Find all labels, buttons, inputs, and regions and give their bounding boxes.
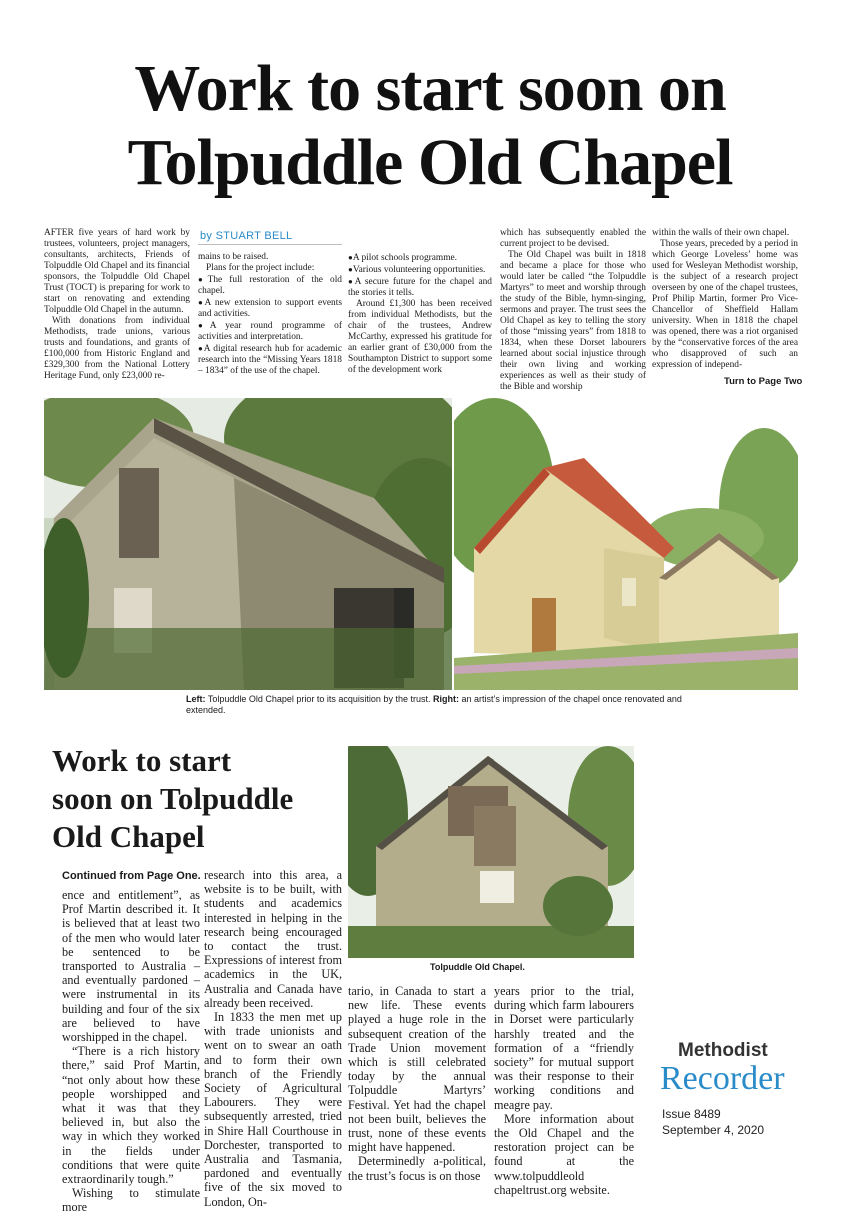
main-headline	[40, 52, 820, 200]
bullet-item: ● A digital research hub for academic research into the “Missing Years 1818 – 1834” of the use of the chapel.	[198, 343, 342, 377]
paragraph: In 1833 the men met up with trade unionists and went on to swear an oath and to form their own branch of the Friendly Society of Agricultural Labourers. They were subsequently arrested, tried in Shire Hall Courthouse in Dorchester, transported to Australia and Tasmania, pardoned and eventually five of the six moved to London, On-	[204, 1010, 342, 1209]
headline-line-2: Tolpuddle Old Chapel	[127, 126, 733, 199]
caption-left-text: Tolpuddle Old Chapel prior to its acquisition by the trust.	[205, 694, 433, 704]
paragraph: Plans for the project include:	[206, 263, 315, 273]
chapel-illustration	[454, 398, 798, 690]
bullet-item: ● Various volunteering opportunities.	[348, 264, 492, 276]
article-column-5	[652, 228, 798, 371]
body-column-2	[204, 868, 342, 1209]
bullet-item: ● A new extension to support events and activities.	[198, 297, 342, 320]
paragraph: With donations from individual Methodists, trade unions, various trusts and foundations, and grants of £100,000 from Historic England and £329,300 from the National Lottery Heritage Fund, only £23,000 re-	[44, 316, 190, 381]
brand-line-1: Methodist	[678, 1040, 768, 1061]
byline: by STUART BELL	[200, 230, 293, 242]
article-column-1	[44, 228, 190, 382]
paragraph: The Old Chapel was built in 1818 and became a place for those who would later be called “the Tolpuddle Martyrs” to meet and worship through the study of the Bible, hymn-singing, sermons and prayer. The trust sees the Old Chapel as key to telling the story of those “missing years” from 1818 to 1834, when these Dorset labourers learned about social injustice through their own living and working experiences as well as their study of the Bible and worship	[500, 250, 646, 392]
paragraph: Around £1,300 has been received from individual Methodists, but the chair of the trustees, Andrew McCarthy, expressed his gratitude for an earlier grant of £30,000 from the Southampton District to support some of the development work	[348, 299, 492, 375]
bullet-item: ● A secure future for the chapel and the stories it tells.	[348, 276, 492, 299]
paragraph: years prior to the trial, during which farm labourers in Dorset were particularly harshly treated and the formation of a “friendly society” for mutual support was their response to their working conditions and meagre pay.	[494, 984, 634, 1112]
headline2-line-3: Old Chapel	[52, 819, 205, 854]
paragraph: Those years, preceded by a period in which George Loveless’ home was used for Wesleyan Methodist worship, is the subject of a research project overseen by one of the chapel trustees, Prof Philip Martin, former Pro Vice-Chancellor of Sheffield Hallam university. When in 1818 the chapel was opened, there was a riot organised by the “conservative forces of the area who disapproved of such an expression of independ-	[652, 239, 798, 370]
caption-right-label: Right:	[432, 694, 459, 704]
paragraph: AFTER five years of hard work by trustees, volunteers, project managers, consultants, architects, Friends of Tolpuddle Old Chapel and its financial sponsors, the Tolpuddle Old Chapel Trust (TOCT) is preparing for work to start on renovating and extending Tolpuddle Old Chapel in the autumn.	[44, 228, 190, 315]
paragraph: More information about the Old Chapel and the restoration project can be found at the www.tolpuddleold chapeltrust.org website.	[494, 1111, 634, 1197]
methodist-recorder-logo	[660, 1040, 830, 1096]
issue-number: Issue 8489	[662, 1107, 721, 1121]
top-photo-caption	[186, 694, 706, 716]
bottom-photo-caption: Tolpuddle Old Chapel.	[430, 962, 525, 972]
issue-date: September 4, 2020	[662, 1123, 765, 1137]
paragraph: within the walls of their own chapel.	[652, 228, 790, 238]
headline2-line-1: Work to start	[52, 743, 232, 778]
headline2-line-2: soon on Tolpuddle	[52, 781, 294, 816]
paragraph: Wishing to stimulate more	[62, 1186, 200, 1215]
bullet-item: ● The full restoration of the old chapel.	[198, 274, 342, 297]
bullet-item: ● A pilot schools programme.	[348, 252, 492, 264]
caption-left-label: Left:	[186, 694, 206, 704]
continued-note: Continued from Page One.	[62, 870, 201, 882]
paragraph: tario, in Canada to start a new life. These events played a huge role in the subsequent creation of the Trade Union movement which is still celebrated today by the annual Tolpuddle Martyrs’ Festival. Yet had the chapel not been built, believes the trust, none of these events might have happened.	[348, 984, 486, 1155]
article-column-4	[500, 228, 646, 393]
old-chapel-photo	[44, 398, 452, 690]
paragraph: mains to be raised.	[198, 252, 269, 262]
caption-right-text: an artist’s impression of the chapel once renovated and extended.	[186, 694, 682, 715]
paragraph: “There is a rich history there,” said Prof Martin, “not only about how these people worshipped and what it was that they believed in, but also the way in which they worked in the fields under conditions that were quite extraordinarily tough.”	[62, 1044, 200, 1187]
bullet-item: ● A year round programme of activities and interpretation.	[198, 320, 342, 343]
turn-page-link: Turn to Page Two	[724, 376, 803, 387]
body-column-4	[494, 984, 634, 1197]
paragraph: research into this area, a website is to be built, with students and academics interested in helping in the research being encouraged to contact the trust. Expressions of interest from academics in the UK, Australia and Canada have already been received.	[204, 868, 342, 1010]
headline-line-1: Work to start soon on	[134, 52, 726, 125]
article-column-2	[198, 252, 342, 377]
body-column-1	[62, 888, 200, 1215]
paragraph: which has subsequently enabled the current project to be devised.	[500, 228, 646, 249]
article-column-3	[348, 252, 492, 376]
issue-info	[662, 1106, 764, 1138]
paragraph: Determinedly a-political, the trust’s focus is on those	[348, 1154, 486, 1183]
paragraph: ence and entitlement”, as Prof Martin described it. It is believed that at least two of the men who would later be sentenced to be transported to Australia – and eventually pardoned – were instrumental in its building and four of the six are believed to have worshipped in the chapel.	[62, 888, 200, 1045]
brand-line-2: Recorder	[660, 1060, 785, 1097]
secondary-headline	[52, 742, 352, 856]
byline-rule	[198, 244, 342, 245]
old-chapel-photo-small	[348, 746, 634, 958]
body-column-3	[348, 984, 486, 1183]
